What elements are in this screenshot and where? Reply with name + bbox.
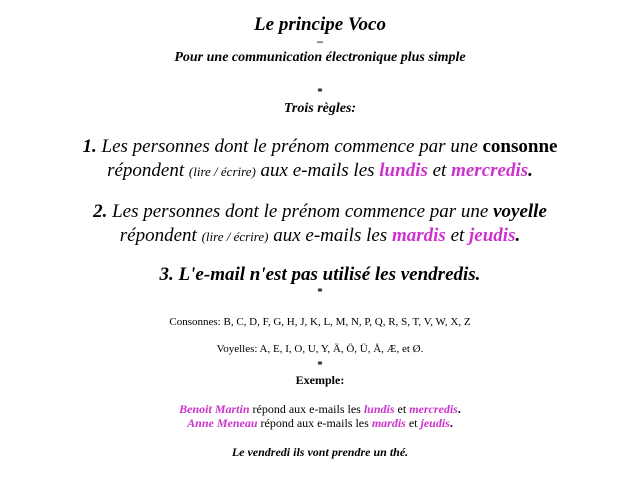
separator-star-2: * [317,286,323,298]
rule-1 [0,135,640,184]
rule-1-text-b: répondent [107,160,189,181]
separator-star-3: * [317,359,323,371]
vowel-list: Voyelles: A, E, I, O, U, Y, Ä, Ö, Ü, Å, Æ, et Ø. [216,343,424,355]
rule-2 [0,200,640,249]
example-2-day-1: mardis [371,416,406,430]
example-1-end: . [457,402,461,416]
subtitle: Pour une communication électronique plus simple [174,50,466,65]
example-1 [0,402,640,417]
rule-2-end: . [515,225,521,246]
example-2 [0,416,640,431]
example-1-text: répond aux e-mails les [249,402,364,416]
rules-heading: Trois règles: [283,101,357,116]
separator-star: * [317,86,323,98]
example-1-day-2: mercredis [409,402,458,416]
example-heading: Exemple: [295,373,345,387]
rule-2-text-c: aux e-mails les [268,225,392,246]
example-2-and: et [405,416,421,430]
example-2-text: répond aux e-mails les [257,416,372,430]
rule-1-end: . [528,160,533,181]
page-title: Le principe Voco [254,14,386,35]
example-1-and: et [394,402,410,416]
rule-2-number: 2. [93,201,108,222]
rule-1-text-c: aux e-mails les [255,160,380,181]
rule-2-paren: (lire / écrire) [201,229,269,244]
rule-1-day-1: lundis [379,160,428,181]
example-2-end: . [449,416,453,430]
rule-1-paren: (lire / écrire) [188,164,256,179]
rule-2-day-1: mardis [391,225,446,246]
example-2-name: Anne Meneau [187,416,258,430]
rule-2-day-2: jeudis [469,225,516,246]
rule-2-text: Les personnes dont le prénom commence par une [107,201,494,222]
example-1-day-1: lundis [363,402,395,416]
example-1-name: Benoit Martin [179,402,250,416]
rule-2-text-b: répondent [119,225,202,246]
title-dash: – [317,34,323,48]
consonant-list: Consonnes: B, C, D, F, G, H, J, K, L, M, N, P, Q, R, S, T, V, W, X, Z [169,316,471,328]
rule-1-and: et [427,160,452,181]
closing-line: Le vendredi ils vont prendre un thé. [231,445,409,459]
rule-3: 3. L'e-mail n'est pas utilisé les vendredis. [159,264,481,285]
rule-2-keyword: voyelle [493,201,547,222]
rule-1-day-2: mercredis [451,160,529,181]
example-2-day-2: jeudis [420,416,450,430]
rule-2-and: et [445,225,470,246]
rule-1-number: 1. [82,136,97,157]
rule-1-text: Les personnes dont le prénom commence par une [96,136,483,157]
rule-1-keyword: consonne [482,136,558,157]
